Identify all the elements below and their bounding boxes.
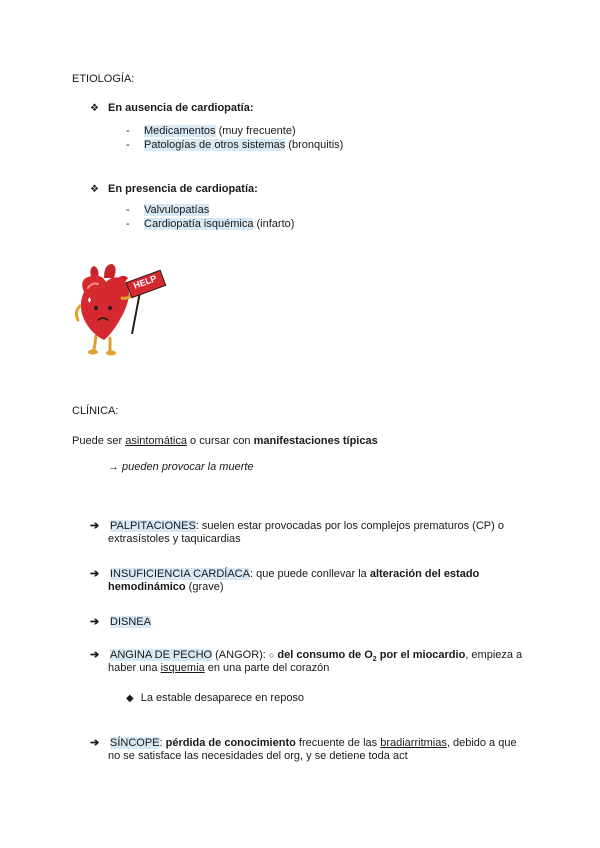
insuficiencia-pre: : que puede conllevar la [249, 568, 370, 580]
sincope-mid: frecuente de las [295, 737, 381, 749]
ausencia-heading-row [90, 102, 254, 114]
clinica-title: CLÍNICA: [72, 405, 119, 417]
angina-rest: , empieza a [465, 649, 523, 661]
diamond-bullet-icon: ❖ [90, 103, 99, 114]
sincope-line2: no se satisface las necesidades del org, y se detiene toda act [108, 750, 408, 762]
ausencia-item-2-rest: (bronquitis) [285, 139, 344, 151]
ausencia-item-2: - Patologías de otros sistemas (bronquitis) [126, 139, 344, 151]
angina-line1 [90, 648, 522, 663]
arrow-right-icon: ➔ [90, 520, 100, 532]
heart-help-illustration [74, 262, 174, 358]
presencia-item-1: - Valvulopatías [126, 204, 210, 216]
sincope-rest: , debido a que [446, 737, 517, 749]
sincope-colon: : [159, 737, 166, 749]
diamond-solid-icon: ◆ [126, 693, 134, 704]
palpitaciones-text: : suelen estar provocadas por los complejos prematuros (CP) o [195, 520, 504, 532]
disnea-line [90, 615, 151, 628]
presencia-item-2-rest: (infarto) [253, 218, 295, 230]
ausencia-item-1-hl: Medicamentos [144, 125, 216, 137]
angina-sub-bullet [126, 692, 304, 704]
angina-bold-b: por el miocardio [376, 649, 466, 661]
intro-mid: o cursar con [186, 435, 254, 447]
intro-manifestaciones: manifestaciones típicas [253, 435, 378, 447]
arrow-right-icon: ➔ [90, 568, 100, 580]
insuficiencia-bold: alteración del estado [369, 568, 480, 580]
ausencia-heading: En ausencia de cardiopatía: [108, 102, 254, 114]
sincope-bold: pérdida de conocimiento [165, 737, 296, 749]
sincope-bradiarritmias: bradiarritmias [380, 737, 447, 749]
insuficiencia-line1 [90, 567, 479, 580]
angina-label: ANGINA DE PECHO [110, 649, 213, 661]
insuficiencia-label: INSUFICIENCIA CARDÍACA [110, 568, 250, 580]
palpitaciones-line1 [90, 519, 504, 532]
ausencia-item-1: - Medicamentos (muy frecuente) [126, 125, 296, 137]
insuficiencia-bold-2: hemodinámico [108, 581, 186, 593]
insuficiencia-rest: (grave) [185, 581, 224, 593]
presencia-heading: En presencia de cardiopatía: [108, 183, 258, 195]
etiologia-title: ETIOLOGÍA: [72, 73, 135, 85]
angina-subscript: 2 [372, 656, 377, 664]
presencia-item-2-hl: Cardiopatía isquémica [144, 218, 254, 230]
disnea-label: DISNEA [110, 616, 151, 628]
intro-asintomatica: asintomática [125, 435, 187, 447]
presencia-item-1-hl: Valvulopatías [144, 204, 210, 216]
clinica-intro [72, 435, 378, 447]
arrow-right-icon: ➔ [90, 649, 100, 661]
presencia-item-2: - Cardiopatía isquémica (infarto) [126, 218, 295, 230]
arrow-right-icon: ➔ [90, 616, 100, 628]
ausencia-item-2-hl: Patologías de otros sistemas [144, 139, 286, 151]
arrow-right-icon: ➔ [90, 737, 100, 749]
angina-line2 [108, 662, 329, 674]
arrow-note: → pueden provocar la muerte [108, 461, 254, 473]
insuficiencia-line2 [108, 581, 224, 593]
sincope-label: SÍNCOPE [110, 737, 160, 749]
intro-pre: Puede ser [72, 435, 126, 447]
ausencia-item-1-rest: (muy frecuente) [215, 125, 296, 137]
angina-isquemia: isquemia [160, 662, 205, 674]
angina-paren: (ANGOR): [212, 649, 269, 661]
decrease-symbol: ○ [268, 650, 275, 660]
palpitaciones-line2: extrasístoles y taquicardias [108, 533, 241, 545]
diamond-bullet-icon: ❖ [90, 184, 99, 195]
sincope-line1 [90, 736, 517, 749]
help-sign-text: HELP [132, 273, 159, 291]
angina-line2-rest: en una parte del corazón [204, 662, 330, 674]
palpitaciones-label: PALPITACIONES [110, 520, 196, 532]
presencia-heading-row [90, 183, 258, 195]
angina-sub-bullet-text: La estable desaparece en reposo [140, 692, 305, 704]
angina-bold-a: del consumo de O [274, 649, 373, 661]
angina-line2-pre: haber una [108, 662, 161, 674]
